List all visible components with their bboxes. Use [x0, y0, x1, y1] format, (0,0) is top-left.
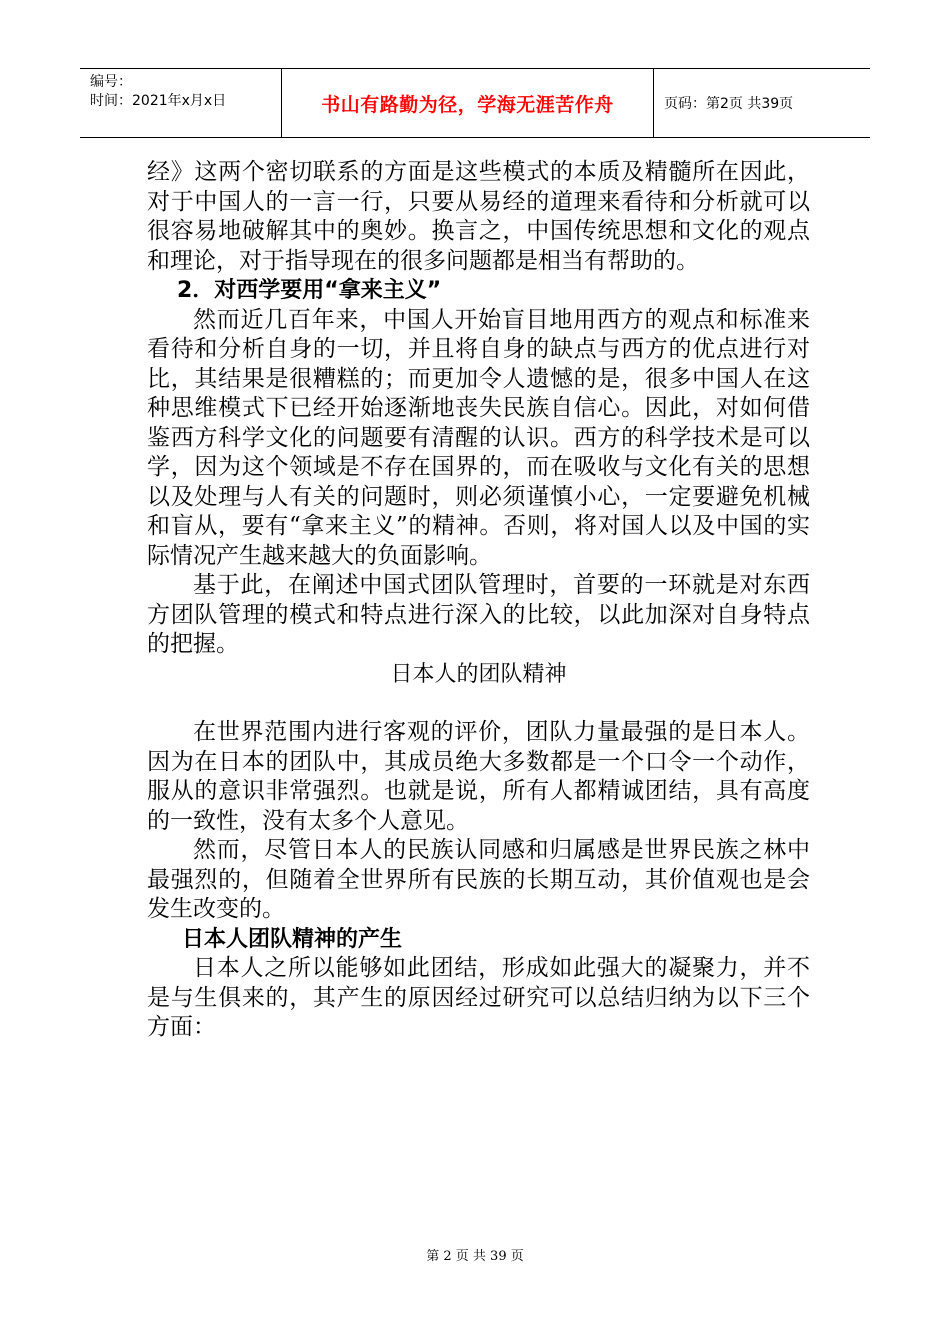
paragraph-5: 然而，尽管日本人的民族认同感和归属感是世界民族之林中最强烈的，但随着全世界所有民族的长期互动，其价值观也是会发生改变的。 [147, 837, 810, 922]
document-date: 时间：2021年x月x日 [90, 93, 227, 109]
document-number-label: 编号： [90, 74, 132, 90]
section-heading-2: 日本人的团队精神 [390, 661, 567, 687]
paragraph-6: 日本人之所以能够如此团结，形成如此强大的凝聚力，并不是与生俱来的，其产生的原因经过研究可以总结归纳为以下三个方面： [147, 955, 810, 1040]
document-body [147, 158, 810, 1043]
paragraph-4: 在世界范围内进行客观的评价，团队力量最强的是日本人。因为在日本的团队中，其成员绝大多数都是一个口令一个动作，服从的意识非常强烈。也就是说，所有人都精诚团结，具有高度的一致性，没有太多个人意见。 [147, 719, 810, 834]
header-motto: 书山有路勤为径，学海无涯苦作舟 [321, 93, 614, 116]
header-motto-cell [282, 69, 654, 137]
header-page-info: 页码：第2页 共39页 [664, 96, 794, 112]
section-heading-3: 日本人团队精神的产生 [182, 926, 403, 952]
paragraph-1: 经》这两个密切联系的方面是这些模式的本质及精髓所在因此，对于中国人的一言一行，只要从易经的道理来看待和分析就可以很容易地破解其中的奥妙。换言之，中国传统思想和文化的观点和理论，对于指导现在的很多问题都是相当有帮助的。 [147, 159, 810, 274]
paragraph-3: 基于此，在阐述中国式团队管理时，首要的一环就是对东西方团队管理的模式和特点进行深入的比较，以此加深对自身特点的把握。 [147, 572, 810, 657]
page-footer: 第 2 页 共 39 页 [426, 1249, 524, 1264]
section-heading-1: 2．对西学要用“拿来主义” [177, 278, 442, 303]
paragraph-2: 然而近几百年来，中国人开始盲目地用西方的观点和标准来看待和分析自身的一切，并且将自身的缺点与西方的优点进行对比，其结果是很糟糕的；而更加令人遗憾的是，很多中国人在这种思维模式下已经开始逐渐地丧失民族自信心。因此，对如何借鉴西方科学文化的问题要有清醒的认识。西方的科学技术是可以学，因为这个领域是不存在国界的，而在吸收与文化有关的思想以及处理与人有关的问题时，则必须谨慎小心，一定要避免机械和盲从，要有“拿来主义”的精神。否则，将对国人以及中国的实际情况产生越来越大的负面影响。 [147, 306, 810, 569]
page-header [80, 68, 870, 138]
header-meta [80, 69, 282, 137]
